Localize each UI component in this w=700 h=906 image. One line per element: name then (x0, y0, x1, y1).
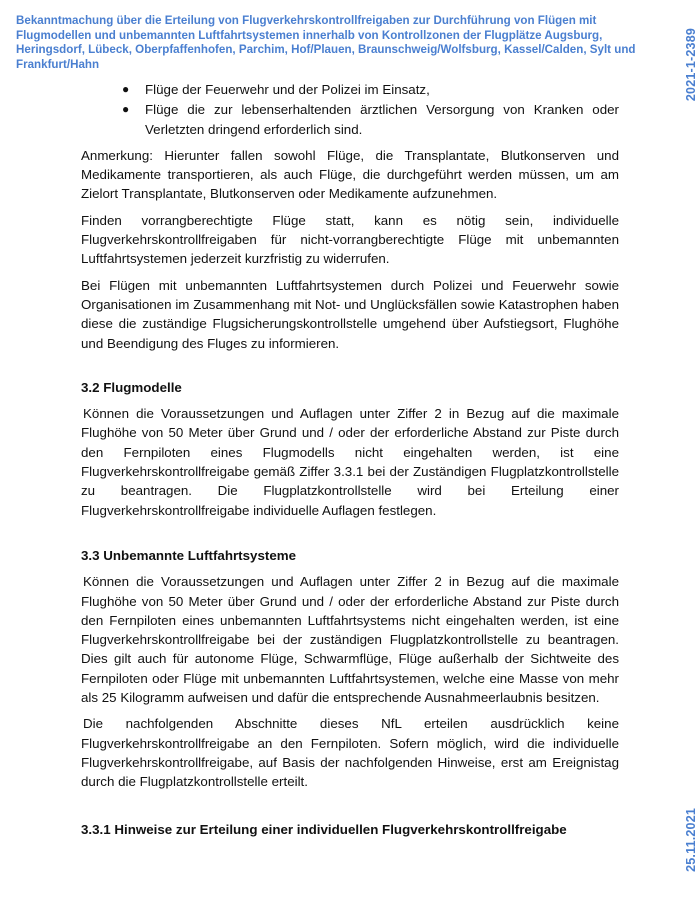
document-id-label: 2021-1-2389 (684, 28, 698, 102)
section-heading-3-3-1: 3.3.1 Hinweise zur Erteilung einer individuellen Flugverkehrskontrollfreigabe (81, 821, 567, 837)
body-paragraph: Können die Voraussetzungen und Auflagen unter Ziffer 2 in Bezug auf die maximale Flughöhe von 50 Meter über Grund und / oder der erforderliche Abstand zur Piste durch den Fernpiloten eines Flugmodells nicht eingehalten werden, ist eine Flugverkehrskontrollfreigabe gemäß Ziffer 3.3.1 bei der Zuständigen Flugplatzkontrollstelle zu beantragen. Die Flugplatzkontrollstelle wird bei Erteilung einer Flugverkehrskontrollfreigabe individuelle Auflagen festlegen. (81, 406, 619, 518)
section-heading-3-3: 3.3 Unbemannte Luftfahrtsysteme (81, 547, 297, 563)
bullet-icon: ● (122, 82, 130, 96)
document-header-title: Bekanntmachung über die Erteilung von Flugverkehrskontrollfreigaben zur Durchführung von Flügen mit Flugmodellen und unbemannten Luftfahrtsystemen innerhalb von Kontrollzonen der Flugplätze Augsburg, Heringsdorf, Lübeck, Oberpfaffenhofen, Parchim, Hof/Plauen, Braunschweig/Wolfsburg, Kassel/Calden, Sylt und Frankfurt/Hahn (16, 14, 636, 71)
body-paragraph: Die nachfolgenden Abschnitte dieses NfL erteilen ausdrücklich keine Flugverkehrskontrollfreigabe an den Fernpiloten. Sofern möglich, wird die individuelle Flugverkehrskontrollfreigabe, auf Basis der nachfolgenden Hinweise, erst am Ereignistag durch die Flugplatzkontrollstelle erteilt. (81, 716, 619, 790)
list-item: ● Flüge die zur lebenserhaltenden ärztlichen Versorgung von Kranken oder Verletzten dringend erforderlich sind. (122, 102, 619, 137)
body-paragraph: Bei Flügen mit unbemannten Luftfahrtsystemen durch Polizei und Feuerwehr sowie Organisationen im Zusammenhang mit Not- und Unglücksfällen sowie Katastrophen haben diese die zuständige Flugsicherungskontrollstelle umgehend über Aufstiegsort, Flughöhe und Beendigung des Fluges zu informieren. (81, 277, 619, 351)
document-date-label: 25.11.2021 (684, 808, 698, 872)
body-paragraph: Finden vorrangberechtigte Flüge statt, kann es nötig sein, individuelle Flugverkehrskontrollfreigaben für nicht-vorrangberechtigte Flüge mit unbemannten Luftfahrtsystemen jederzeit kurzfristig zu widerrufen. (81, 212, 619, 267)
bullet-icon: ● (122, 102, 130, 117)
document-body (81, 80, 619, 846)
list-item: ● Flüge der Feuerwehr und der Polizei im Einsatz, (145, 80, 619, 99)
annotation-paragraph: Anmerkung: Hierunter fallen sowohl Flüge, die Transplantate, Blutkonserven und Medikamente transportieren, als auch Flüge, die durchgeführt werden müssen, um am Zielort Transplantate, Blutkonserven oder Medikamente aufzunehmen. (81, 147, 619, 202)
bullet-list (81, 80, 619, 139)
body-paragraph: Können die Voraussetzungen und Auflagen unter Ziffer 2 in Bezug auf die maximale Flughöhe von 50 Meter über Grund und / oder der erforderliche Abstand zur Piste durch den Fernpiloten eines unbemannten Luftfahrtsystems nicht eingehalten werden, ist eine Flugverkehrskontrollfreigabe bei der zuständigen Flugplatzkontrollstelle zu beantragen. Dies gilt auch für autonome Flüge, Schwarmflüge, Flüge außerhalb der Sichtweite des Fernpiloten oder Flüge mit unbemannten Luftfahrtsystemen, welche eine Masse von mehr als 25 Kilogramm aufweisen und dafür die entsprechende Ausnahmeerlaubnis besitzen. (81, 574, 619, 706)
section-heading-3-2: 3.2 Flugmodelle (81, 379, 182, 395)
